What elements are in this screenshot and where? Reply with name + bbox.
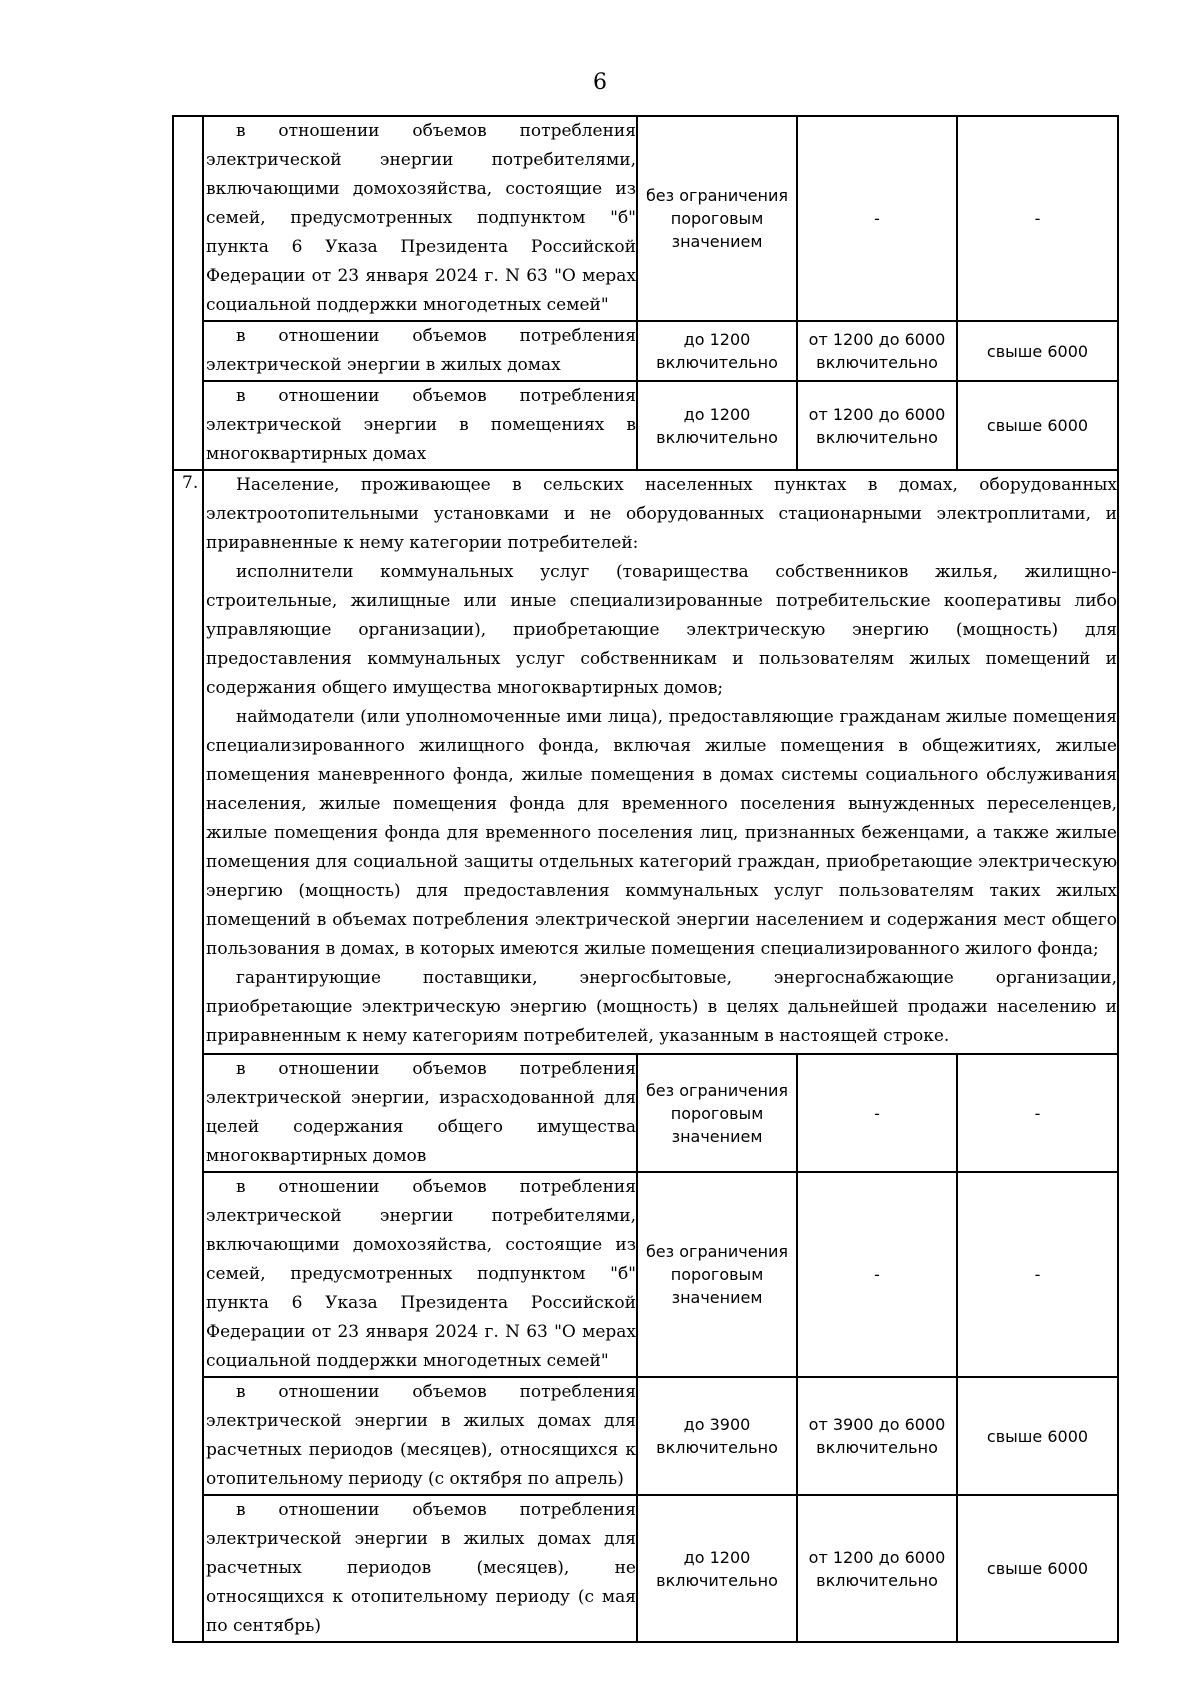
row-description: в отношении объемов потребления электрической энергии в жилых домах для расчетных периодов (месяцев), относящихся к отопительному периоду (с октября по апрель) [203,1377,637,1495]
table-row [173,116,1118,321]
threshold-mid: от 1200 до 6000 включительно [797,321,957,381]
threshold-high: свыше 6000 [957,1377,1118,1495]
row-description: в отношении объемов потребления электрической энергии в помещениях в многоквартирных домах [203,381,637,470]
row-description: в отношении объемов потребления электрической энергии потребителями, включающими домохозяйства, состоящие из семей, предусмотренных подпунктом "б" пункта 6 Указа Президента Российской Федерации от 23 января 2024 г. N 63 "О мерах социальной поддержки многодетных семей" [203,116,637,321]
threshold-high: свыше 6000 [957,381,1118,470]
section-paragraph: гарантирующие поставщики, энергосбытовые, энергоснабжающие организации, приобретающие электрическую энергию (мощность) в целях дальнейшей продажи населению и приравненным к нему категориям потребителей, указанным в настоящей строке. [206,968,1117,1046]
threshold-high: - [957,116,1118,321]
row-description: в отношении объемов потребления электрической энергии потребителями, включающими домохозяйства, состоящие из семей, предусмотренных подпунктом "б" пункта 6 Указа Президента Российской Федерации от 23 января 2024 г. N 63 "О мерах социальной поддержки многодетных семей" [203,1172,637,1377]
section-7-header-row [173,470,1118,1054]
threshold-high: свыше 6000 [957,321,1118,381]
tariff-table [172,115,1119,1643]
section-7-description [203,470,1118,1054]
row-description: в отношении объемов потребления электрической энергии в жилых домах [203,321,637,381]
threshold-low: без ограничения пороговым значением [637,1172,797,1377]
threshold-low: до 3900 включительно [637,1377,797,1495]
table-row [173,1054,1118,1172]
threshold-mid: от 1200 до 6000 включительно [797,1495,957,1642]
page-number: 6 [593,70,607,95]
threshold-mid: от 1200 до 6000 включительно [797,381,957,470]
threshold-low: без ограничения пороговым значением [637,116,797,321]
threshold-mid: - [797,1172,957,1377]
section-paragraph: Население, проживающее в сельских населенных пунктах в домах, оборудованных электроотопительными установками и не оборудованных стационарными электроплитами, и приравненные к нему категории потребителей: [206,475,1117,553]
threshold-low: до 1200 включительно [637,381,797,470]
threshold-mid: - [797,116,957,321]
section-number: 7. [173,470,203,1642]
row-description: в отношении объемов потребления электрической энергии, израсходованной для целей содержания общего имущества многоквартирных домов [203,1054,637,1172]
section-paragraph: наймодатели (или уполномоченные ими лица), предоставляющие гражданам жилые помещения специализированного жилищного фонда, включая жилые помещения в общежитиях, жилые помещения маневренного фонда, жилые помещения в домах системы социального обслуживания населения, жилые помещения фонда для временного поселения вынужденных переселенцев, жилые помещения фонда для временного поселения лиц, признанных беженцами, а также жилые помещения для социальной защиты отдельных категорий граждан, приобретающие электрическую энергию (мощность) для предоставления коммунальных услуг пользователям таких жилых помещений в объемах потребления электрической энергии населением и содержания мест общего пользования в домах, в которых имеются жилые помещения специализированного жилого фонда; [206,707,1117,959]
threshold-high: свыше 6000 [957,1495,1118,1642]
table-row [173,1495,1118,1642]
row-number-cell [173,116,203,470]
threshold-low: без ограничения пороговым значением [637,1054,797,1172]
row-description: в отношении объемов потребления электрической энергии в жилых домах для расчетных периодов (месяцев), не относящихся к отопительному периоду (с мая по сентябрь) [203,1495,637,1642]
table-row [173,321,1118,381]
threshold-low: до 1200 включительно [637,321,797,381]
table-row [173,381,1118,470]
table-row [173,1377,1118,1495]
threshold-low: до 1200 включительно [637,1495,797,1642]
threshold-mid: - [797,1054,957,1172]
threshold-high: - [957,1172,1118,1377]
table-row [173,1172,1118,1377]
threshold-high: - [957,1054,1118,1172]
section-paragraph: исполнители коммунальных услуг (товарищества собственников жилья, жилищно-строительные, жилищные или иные специализированные потребительские кооперативы либо управляющие организации), приобретающие электрическую энергию (мощность) для предоставления коммунальных услуг собственникам и пользователям жилых помещений и содержания общего имущества многоквартирных домов; [206,562,1117,698]
threshold-mid: от 3900 до 6000 включительно [797,1377,957,1495]
